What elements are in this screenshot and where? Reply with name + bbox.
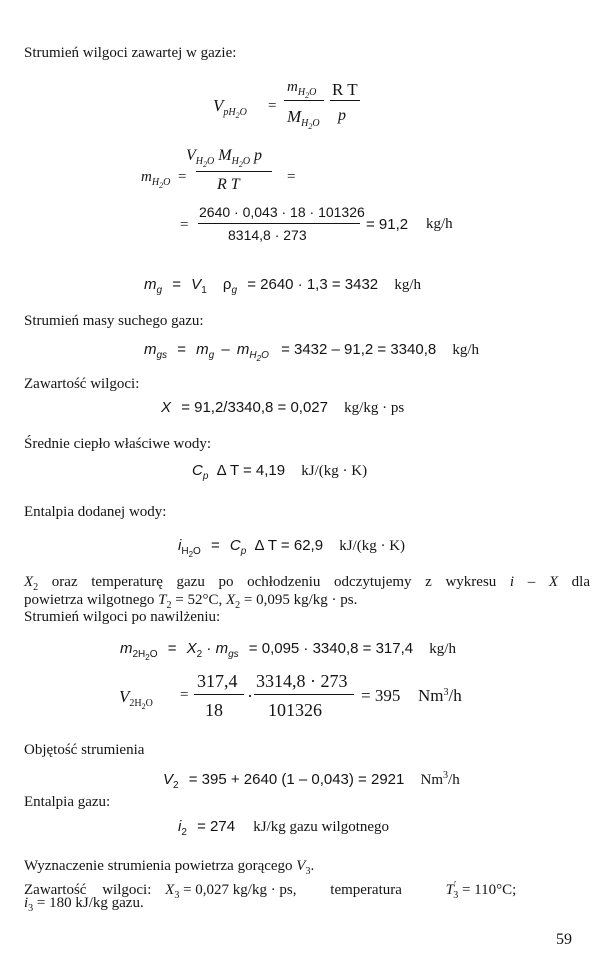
- eq1-numerator: $m_{H2O}$: [287, 79, 317, 100]
- equation-total-volume: $V_2 = 395 + 2640$ (1 – 0,043) = 2921 Nm$^3$/h: [163, 770, 460, 791]
- eq10-fraction1-denominator: 18: [205, 700, 223, 720]
- enthalpy-water-label: Entalpia dodanej wody:: [24, 504, 167, 520]
- humidified-flow-label: Strumień wilgoci po nawilżeniu:: [24, 609, 221, 625]
- eq3-numerator: 2640 · 0,043 · 18 · 101326: [199, 204, 365, 220]
- eq10-fraction1-bar: [194, 694, 244, 695]
- eq2-fraction-bar: [196, 171, 272, 172]
- eq1-denominator: $M_{H2O}$: [287, 107, 320, 131]
- gas-enthalpy-label: Entalpia gazu:: [24, 794, 111, 810]
- equation-humidified-mass: $m_{2H2O} = X_2 \cdot m_{gs} = 0,095 \cdot 3340,8 = 317,4$ kg/h: [120, 640, 456, 662]
- equation-specific-heat: $C_p$ Δ T = 4,19 kJ/(kg · K): [192, 462, 368, 482]
- hot-air-parameters: Zawartość wilgoci: $X_3 = 0,027$ kg/kg · ps, temperatura $T'_3 = 110^\circ C$;: [24, 880, 517, 901]
- eq10-result: = 395: [361, 686, 401, 705]
- equation-gas-enthalpy: $i_2 = 274$ kJ/kg gazu wilgotnego: [178, 818, 390, 838]
- eq3-denominator: 8314,8 · 273: [228, 227, 307, 243]
- eq10-equals: =: [180, 687, 189, 703]
- hot-air-enthalpy: $i_3 = 180$ kJ/kg gazu.: [24, 895, 144, 914]
- paragraph-chart-reading: $X_2$ oraz temperaturę gazu po ochłodzeniu odczytujemy z wykresu i – X dla: [24, 574, 590, 593]
- equation-gas-mass: $m_g = V_1$ $\rho_g = 2640 \cdot 1,3 = 3432$ kg/h: [144, 276, 421, 296]
- equation-water-enthalpy: $i_{H2O} = C_p$ Δ T = 62,9 kJ/(kg · K): [178, 537, 406, 559]
- eq3-result: = 91,2: [366, 216, 409, 233]
- eq3-fraction-bar: [198, 223, 360, 224]
- paragraph-humid-air: powietrza wilgotnego $T_2 = 52^\circ C$, $X_2 = 0,095$ kg/kg · ps.: [24, 592, 358, 611]
- eq1-fraction-bar: [284, 100, 324, 101]
- eq3-equals: =: [180, 217, 189, 233]
- eq10-fraction2-numerator: 3314,8 · 273: [256, 671, 348, 691]
- eq2-denominator: R T: [217, 176, 240, 193]
- equation-moisture-ratio: X = 91,2/3340,8 = 0,027 kg/kg · ps: [161, 399, 405, 416]
- eq1-equals: =: [268, 98, 277, 114]
- eq10-unit: Nm$^3$/h: [418, 686, 462, 705]
- moisture-label: Zawartość wilgoci:: [24, 376, 140, 392]
- eq2-tail-equals: =: [287, 169, 296, 185]
- equation-dry-gas: $m_{gs} = m_g - m_{H2O} = 3432 - 91,2 = 3340,8$ kg/h: [144, 341, 480, 363]
- eq2-equals: =: [178, 169, 187, 185]
- heat-label: Średnie ciepło właściwe wody:: [24, 436, 212, 452]
- eq3-unit: kg/h: [426, 216, 453, 232]
- eq10-lhs: $V_{2H2O}$: [119, 687, 153, 711]
- eq1-p: p: [338, 107, 346, 124]
- eq1-fraction-bar-2: [330, 100, 360, 101]
- eq1-lhs: $V_{pH2O}$: [213, 96, 247, 120]
- eq2-numerator: $V_{H2O}$ $M_{H2O}$ p: [186, 147, 263, 169]
- eq1-rt: R T: [332, 80, 358, 99]
- intro-text: Strumień wilgoci zawartej w gazie:: [24, 45, 237, 61]
- eq2-lhs: $m_{H2O}$: [141, 169, 171, 190]
- volume-label: Objętość strumienia: [24, 742, 145, 758]
- eq10-fraction2-denominator: 101326: [268, 700, 322, 720]
- hot-air-heading: Wyznaczenie strumienia powietrza gorącego $V_3$.: [24, 858, 315, 877]
- eq10-fraction1-numerator: 317,4: [197, 671, 238, 691]
- eq10-fraction2-bar: [254, 694, 354, 695]
- page-number: 59: [556, 931, 572, 948]
- dry-gas-label: Strumień masy suchego gazu:: [24, 313, 204, 329]
- eq10-dot: ·: [247, 686, 253, 706]
